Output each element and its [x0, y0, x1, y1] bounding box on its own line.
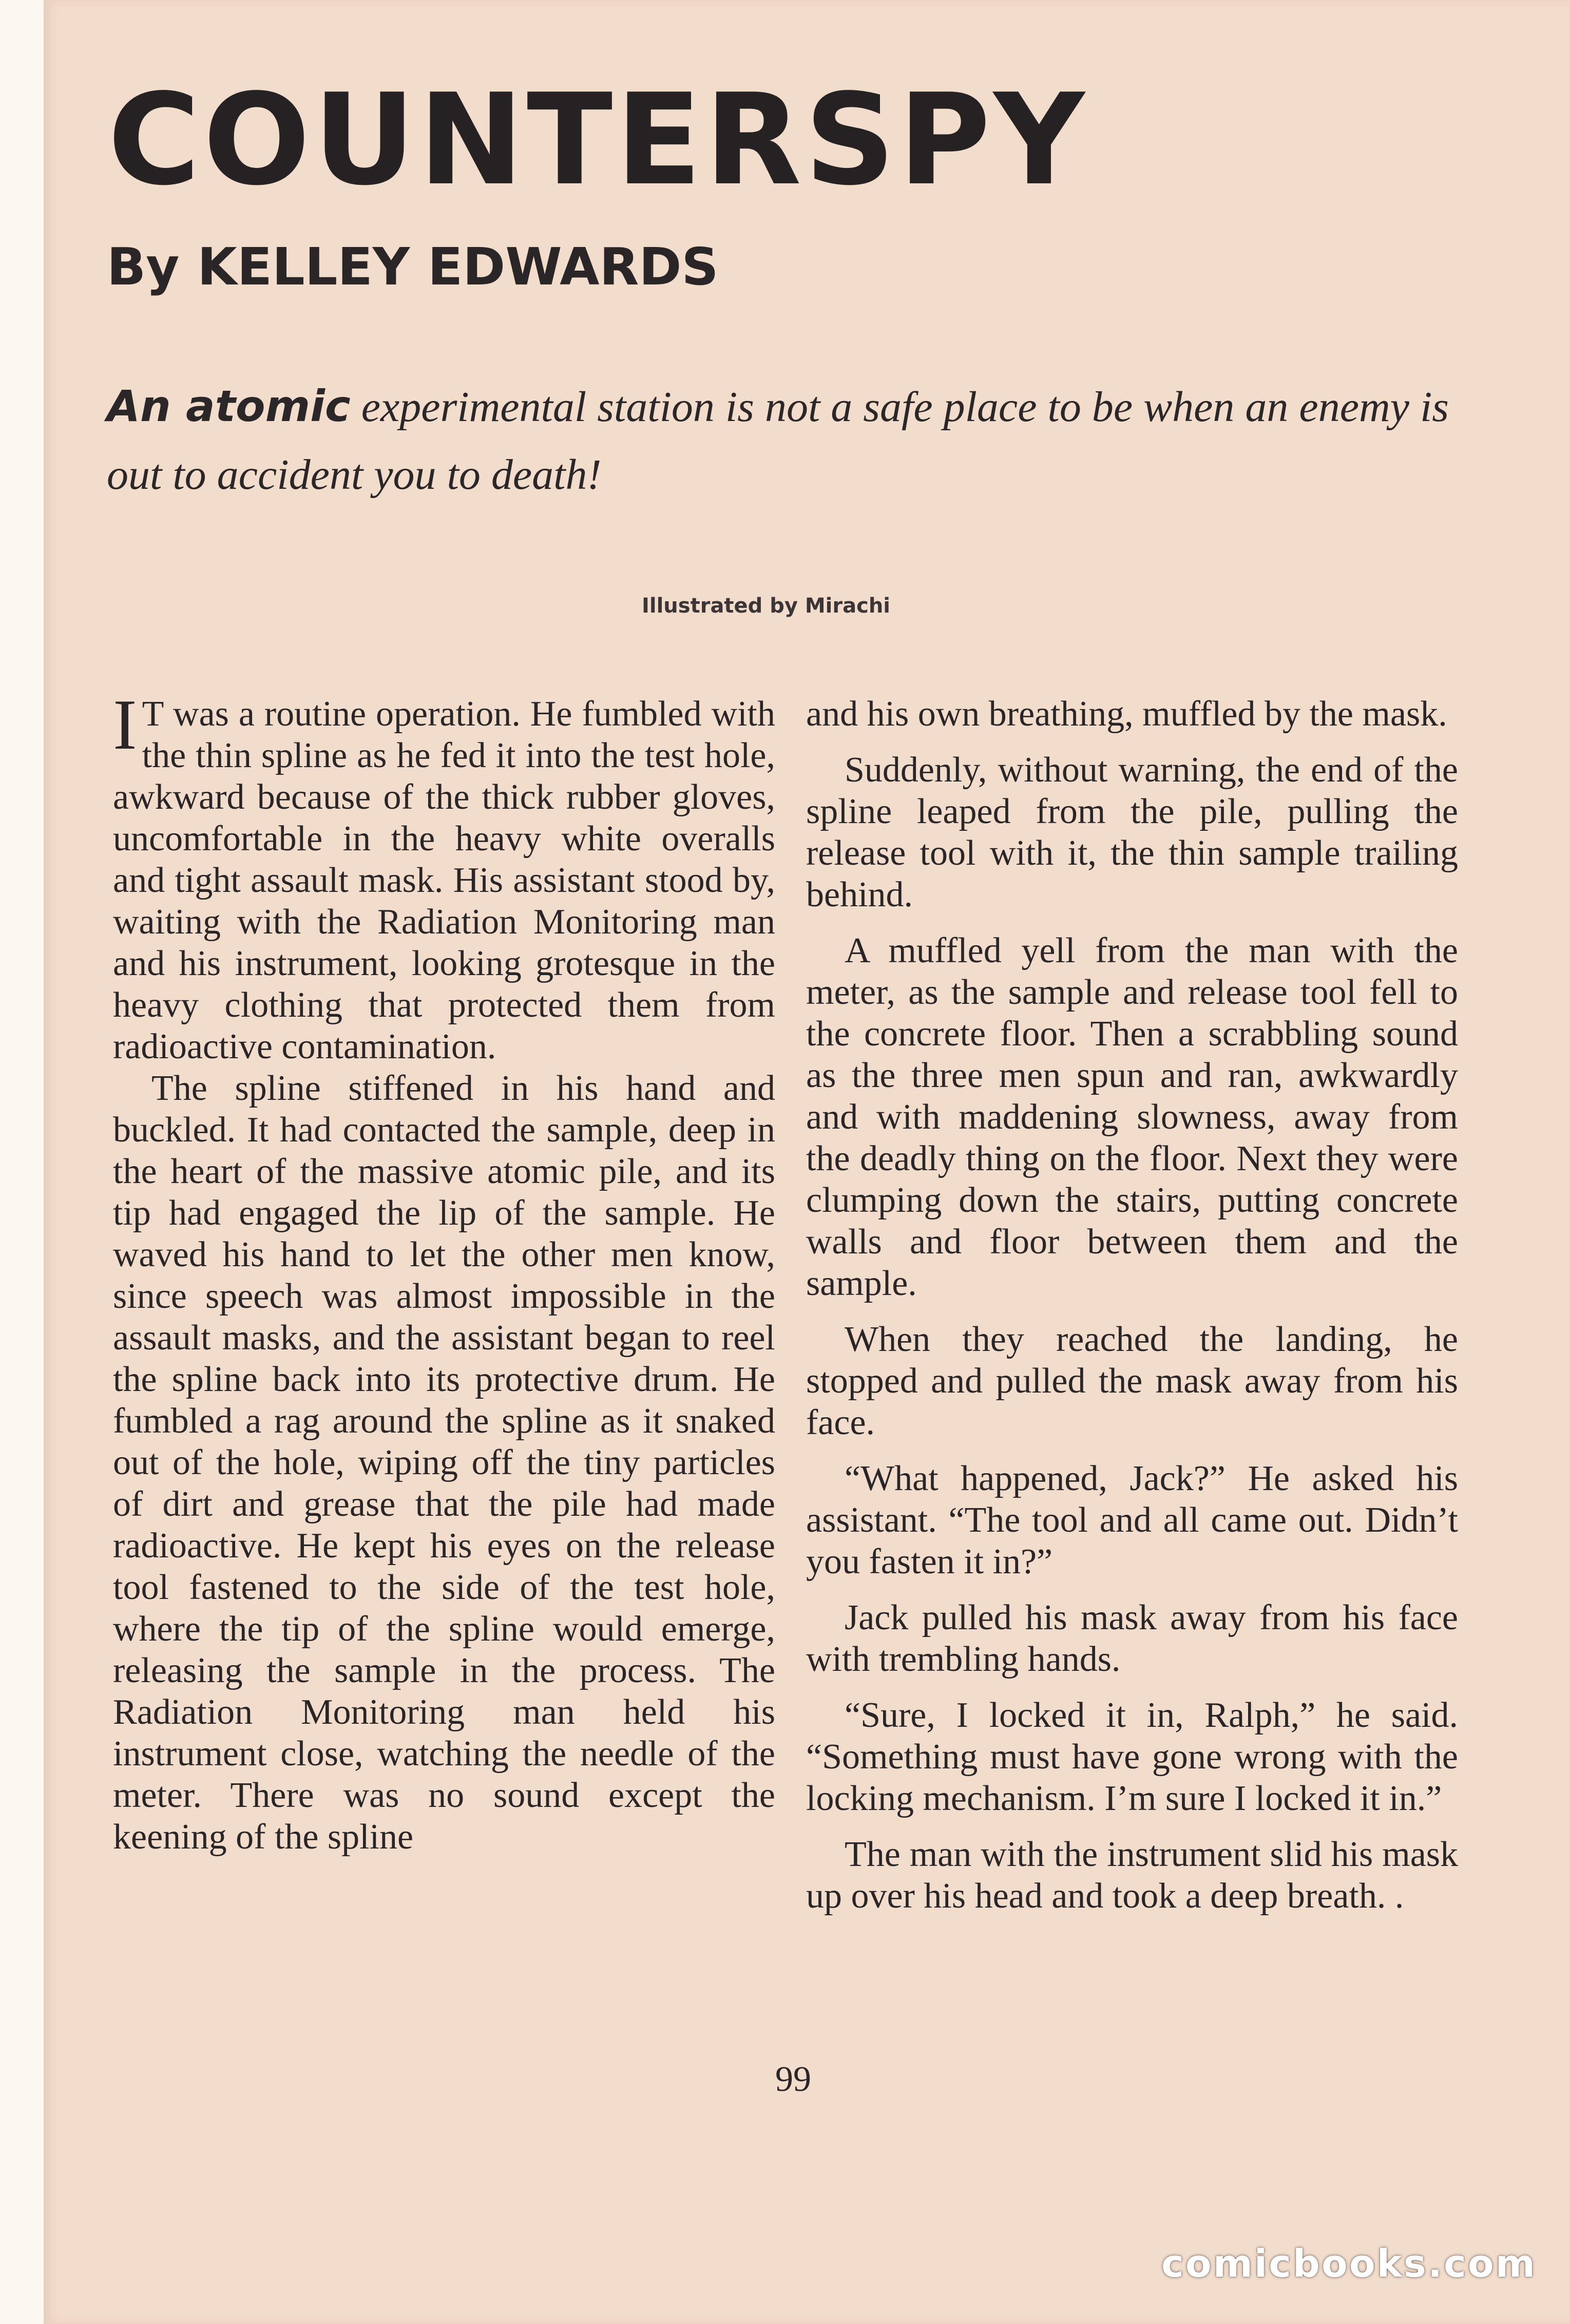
right-paragraph-3: A muffled yell from the man with the meter, as the sample and release tool fell to the concrete floor. Then a scrabbling sound as the three men spun and ran, awkwardly and with maddening slowness, away from the deadly thing on the floor. Next they were clumping down the stairs, putting concrete walls and floor between them and the sample.: [806, 931, 1458, 1303]
left-paragraph-1: [113, 685, 775, 1068]
right-paragraph-8: The man with the instrument slid his mask up over his head and took a deep breath. .: [806, 1835, 1458, 1916]
right-paragraph-1: and his own breathing, muffled by the mask.: [806, 694, 1447, 734]
right-paragraph-4: When they reached the landing, he stopped and pulled the mask away from his face.: [806, 1320, 1458, 1442]
drop-cap: I: [113, 685, 137, 765]
right-text-column: [806, 693, 1458, 1917]
blurb-lead: An atomic: [107, 381, 351, 431]
right-paragraph-6: Jack pulled his mask away from his face with trembling hands.: [806, 1598, 1458, 1679]
left-text-column: [113, 685, 775, 1858]
site-watermark: comicbooks.com: [1161, 2242, 1537, 2286]
right-paragraph-7: “Sure, I locked it in, Ralph,” he said. “Something must have gone wrong with the locking mechanism. I’m sure I locked it in.”: [806, 1696, 1458, 1818]
right-paragraph-2: Suddenly, without warning, the end of the spline leaped from the pile, pulling the release tool with it, the thin sample trailing behind.: [806, 750, 1458, 915]
blurb-rest: experimental station is not a safe place to be when an enemy is out to accident you to death!: [107, 383, 1449, 499]
story-title: COUNTERSPY: [108, 67, 1088, 213]
left-paragraph-1-text: T was a routine operation. He fumbled with the thin spline as he fed it into the test hole, awkward because of the thick rubber gloves, uncomfortable in the heavy white overalls and tight assault mask. His assistant stood by, waiting with the Radiation Monitoring man and his instrument, looking grotesque in the heavy clothing that protected them from radioactive contamination.: [113, 694, 775, 1066]
left-paragraph-2: The spline stiffened in his hand and buckled. It had contacted the sample, deep in the heart of the massive atomic pile, and its tip had engaged the lip of the sample. He waved his hand to let the other men know, since speech was almost impossible in the assault masks, and the assistant began to reel the spline back into its protective drum. He fumbled a rag around the spline as it snaked out of the hole, wiping off the tiny particles of dirt and grease that the pile had made radioactive. He kept his eyes on the release tool fastened to the side of the test hole, where the tip of the spline would emerge, releasing the sample in the process. The Radiation Monitoring man held his instrument close, watching the needle of the meter. There was no sound except the keening of the spline: [113, 1069, 775, 1857]
story-blurb: [107, 372, 1452, 509]
page-number: 99: [775, 2060, 811, 2099]
page-edge: [0, 0, 44, 2324]
right-paragraph-5: “What happened, Jack?” He asked his assistant. “The tool and all came out. Didn’t you fasten it in?”: [806, 1459, 1458, 1582]
story-byline: By KELLEY EDWARDS: [107, 237, 719, 297]
illustration-credit: Illustrated by Mirachi: [642, 594, 891, 618]
